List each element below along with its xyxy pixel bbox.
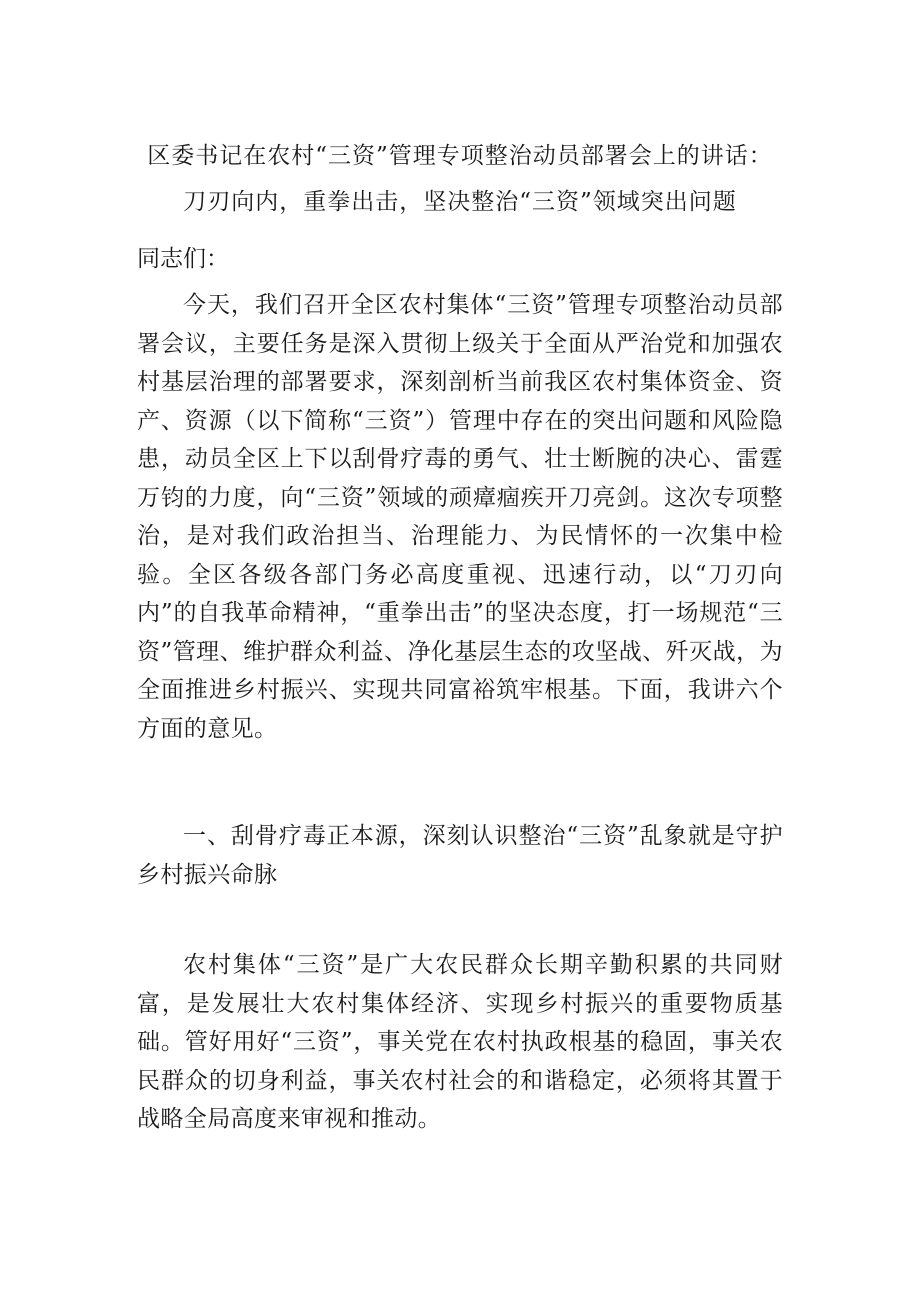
document-title-line-2: 刀刃向内，重拳出击，坚决整治“三资”领域突出问题 xyxy=(183,189,737,215)
document-title-line-1: 区委书记在农村“三资”管理专项整治动员部署会上的讲话： xyxy=(147,143,773,169)
section-heading-1: 一、刮骨疗毒正本源，深刻认识整治“三资”乱象就是守护乡村振兴命脉 xyxy=(137,823,783,888)
paragraph-section-1: 农村集体“三资”是广大农民群众长期辛勤积累的共同财富，是发展壮大农村集体经济、实现乡村振兴的重要物质基础。管好用好“三资”，事关党在农村执政根基的稳固，事关农民群众的切身利益，事关农村社会的和谐稳定，必须将其置于战略全局高度来审视和推动。 xyxy=(137,952,783,1132)
paragraph-intro: 今天，我们召开全区农村集体“三资”管理专项整治动员部署会议，主要任务是深入贯彻上级关于全面从严治党和加强农村基层治理的部署要求，深刻剖析当前我区农村集体资金、资产、资源（以下简称“三资”）管理中存在的突出问题和风险隐患，动员全区上下以刮骨疗毒的勇气、壮士断腕的决心、雷霆万钧的力度，向“三资”领域的顽瘴痼疾开刀亮剑。这次专项整治，是对我们政治担当、治理能力、为民情怀的一次集中检验。全区各级各部门务必高度重视、迅速行动，以“刀刃向内”的自我革命精神，“重拳出击”的坚决态度，打一场规范“三资”管理、维护群众利益、净化基层生态的攻坚战、歼灭战，为全面推进乡村振兴、实现共同富裕筑牢根基。下面，我讲六个方面的意见。 xyxy=(137,292,783,742)
salutation: 同志们： xyxy=(137,246,229,272)
